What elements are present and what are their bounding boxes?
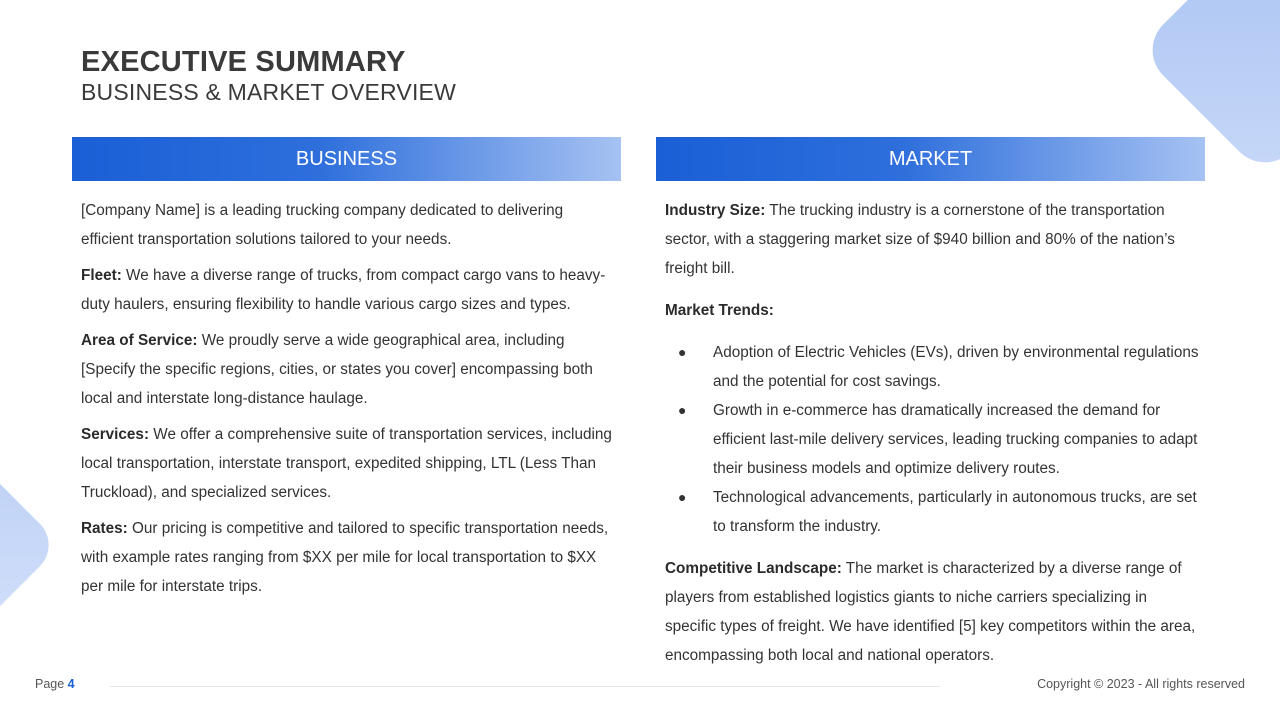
industry-size-label: Industry Size: bbox=[665, 202, 766, 219]
area-of-service-label: Area of Service: bbox=[81, 332, 198, 349]
page-title: EXECUTIVE SUMMARY bbox=[81, 46, 406, 78]
industry-size-text: The trucking industry is a cornerstone of the transportation sector, with a staggering market size of $940 billion and 80% of the nation’s freight bill. bbox=[665, 202, 1175, 277]
market-trends-list bbox=[665, 338, 1200, 541]
list-item bbox=[665, 483, 1200, 541]
page-subtitle: BUSINESS & MARKET OVERVIEW bbox=[81, 79, 456, 105]
decorative-shape-bottom-left bbox=[0, 439, 61, 651]
business-fleet bbox=[81, 261, 616, 319]
bullet-icon: ● bbox=[678, 402, 687, 418]
market-trends-label: Market Trends: bbox=[665, 302, 774, 319]
fleet-label: Fleet: bbox=[81, 267, 122, 284]
services-text: We offer a comprehensive suite of transportation services, including local transportation, interstate transport, expedited shipping, LTL (Less Than Truckload), and specialized services. bbox=[81, 426, 612, 501]
list-item bbox=[665, 396, 1200, 483]
fleet-text: We have a diverse range of trucks, from compact cargo vans to heavy-duty haulers, ensuring flexibility to handle various cargo sizes and types. bbox=[81, 267, 606, 313]
bullet-icon: ● bbox=[678, 489, 687, 505]
business-area-of-service bbox=[81, 326, 616, 413]
trend-text: Adoption of Electric Vehicles (EVs), driven by environmental regulations and the potential for cost savings. bbox=[713, 344, 1199, 390]
business-rates bbox=[81, 514, 616, 601]
business-intro: [Company Name] is a leading trucking company dedicated to delivering efficient transportation solutions tailored to your needs. bbox=[81, 202, 564, 248]
market-header: MARKET bbox=[656, 137, 1205, 181]
rates-label: Rates: bbox=[81, 520, 128, 537]
area-of-service-text: We proudly serve a wide geographical area, including [Specify the specific regions, cities, or states you cover] encompassing both local and interstate long-distance haulage. bbox=[81, 332, 593, 407]
services-label: Services: bbox=[81, 426, 150, 443]
bullet-icon: ● bbox=[678, 344, 687, 360]
market-industry-size bbox=[665, 196, 1200, 283]
list-item bbox=[665, 338, 1200, 396]
market-competitive-landscape bbox=[665, 554, 1200, 670]
page-number: 4 bbox=[67, 677, 75, 691]
page-label: Page bbox=[35, 677, 68, 691]
competitive-text: The market is characterized by a diverse range of players from established logistics giants to niche carriers specializing in specific types of freight. We have identified [5] key competitors within the area, encompassing both local and national operators. bbox=[665, 560, 1196, 664]
business-services bbox=[81, 420, 616, 507]
business-column bbox=[81, 196, 616, 608]
rates-text: Our pricing is competitive and tailored to specific transportation needs, with example rates ranging from $XX per mile for local transportation to $XX per mile for interstate trips. bbox=[81, 520, 609, 595]
business-header: BUSINESS bbox=[72, 137, 621, 181]
trend-text: Growth in e-commerce has dramatically increased the demand for efficient last-mile delivery services, leading trucking companies to adapt their business models and optimize delivery routes. bbox=[713, 402, 1198, 477]
trend-text: Technological advancements, particularly in autonomous trucks, are set to transform the industry. bbox=[713, 489, 1197, 535]
page-indicator bbox=[35, 677, 75, 691]
competitive-label: Competitive Landscape: bbox=[665, 560, 842, 577]
market-column bbox=[665, 196, 1200, 677]
footer-divider bbox=[110, 686, 940, 687]
copyright-text: Copyright © 2023 - All rights reserved bbox=[1037, 677, 1245, 691]
